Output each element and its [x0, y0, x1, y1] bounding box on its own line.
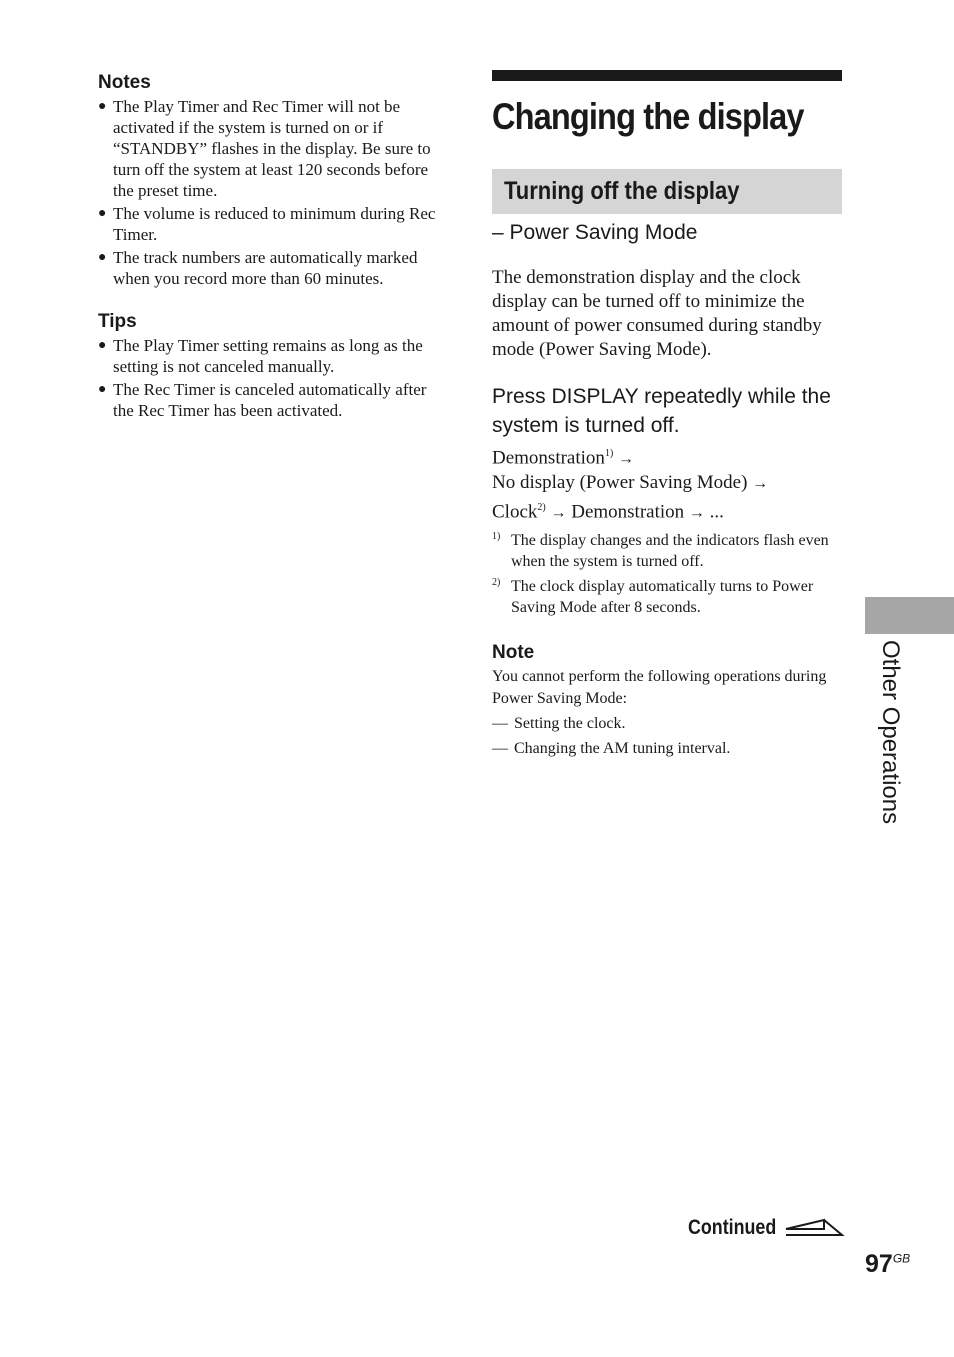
list-item: ● The track numbers are automatically marked when you record more than 60 minutes.	[98, 248, 418, 288]
section-tab	[865, 597, 954, 634]
dash-icon: —	[492, 714, 508, 732]
tips-heading: Tips	[98, 311, 137, 332]
mode-subtitle: – Power Saving Mode	[492, 221, 698, 244]
note-heading: Note	[492, 641, 535, 663]
footnote-1: 1) The display changes and the indicators flash even when the system is turned off.	[492, 530, 829, 570]
display-sequence	[492, 442, 842, 526]
subtitle-bar	[492, 169, 842, 214]
continued-arrow-icon	[784, 1216, 846, 1240]
title-rule	[492, 70, 842, 81]
footnote-2: 2) The clock display automatically turns to Power Saving Mode after 8 seconds.	[492, 576, 814, 616]
list-item: ● The Rec Timer is canceled automatically after the Rec Timer has been activated.	[98, 380, 427, 420]
page-title: Changing the display	[492, 96, 804, 137]
page-number: $97^{GB}$	[865, 1250, 911, 1278]
continued-indicator	[688, 1216, 846, 1240]
list-item: ● The volume is reduced to minimum during Rec Timer.	[98, 204, 436, 244]
bullet-icon: ●	[98, 250, 107, 265]
sequence-line-1: Demonstration$^{1)}$ →	[492, 447, 635, 469]
note-text: You cannot perform the following operations during Power Saving Mode:	[492, 667, 827, 707]
list-item: ● The Play Timer setting remains as long as the setting is not canceled manually.	[98, 336, 423, 376]
list-item: — Changing the AM tuning interval.	[492, 738, 842, 760]
intro-paragraph: The demonstration display and the clock display can be turned off to minimize the amount of power consumed during standby mode (Power Saving Mode).	[492, 267, 822, 360]
list-item: — Setting the clock.	[492, 713, 842, 735]
arrow-right-icon: →	[752, 475, 769, 493]
sequence-line-2: No display (Power Saving Mode) →	[492, 472, 769, 494]
left-column	[98, 70, 450, 423]
list-item: ● The Play Timer and Rec Timer will not be activated if the system is turned on or if “STANDBY” flashes in the display. Be sure to turn off the system at least 120 seconds before the preset time.	[98, 97, 431, 200]
bullet-icon: ●	[98, 382, 107, 397]
section-title: Turning off the display	[504, 177, 740, 205]
side-section-label: Other Operations	[877, 640, 904, 825]
sequence-line-3: Clock$^{2)}$ → Demonstration → ...	[492, 501, 724, 523]
arrow-right-icon: →	[618, 450, 635, 468]
bullet-icon: ●	[98, 338, 107, 353]
dash-icon: —	[492, 739, 508, 757]
right-column	[492, 70, 842, 760]
tips-list	[98, 335, 450, 421]
notes-heading: Notes	[98, 72, 151, 93]
bullet-icon: ●	[98, 99, 107, 114]
arrow-right-icon: →	[688, 504, 705, 522]
instruction-step: Press DISPLAY repeatedly while the system is turned off.	[492, 385, 831, 437]
arrow-right-icon: →	[550, 504, 567, 522]
notes-list	[98, 96, 450, 289]
bullet-icon: ●	[98, 206, 107, 221]
continued-label: Continued	[688, 1216, 777, 1239]
